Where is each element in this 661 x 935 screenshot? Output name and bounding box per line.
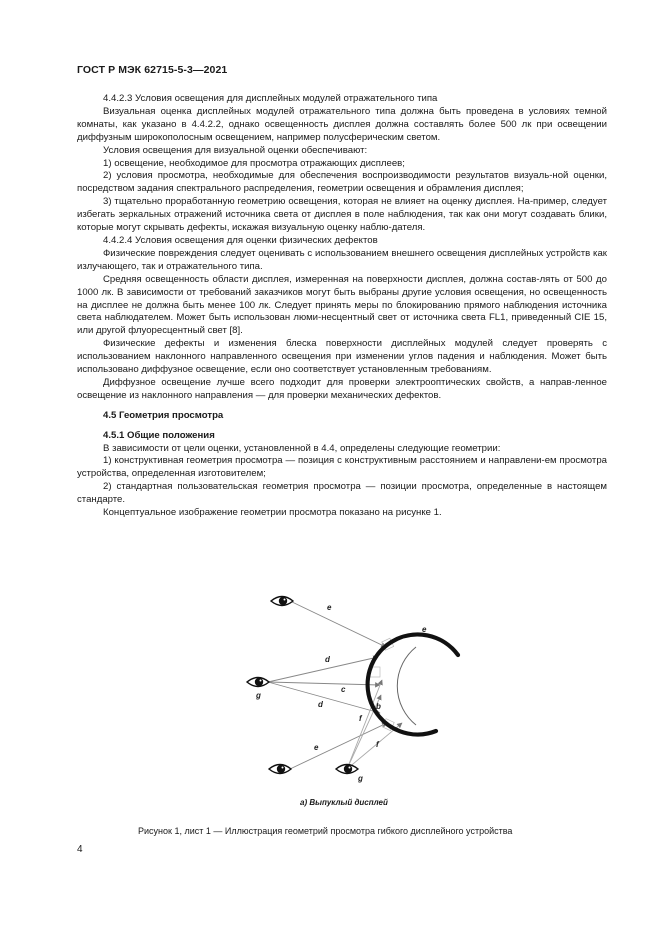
- sightline-d-bottom: [268, 682, 380, 713]
- label-e-right: e: [422, 625, 427, 634]
- label-d-bottom: d: [318, 700, 323, 709]
- viewing-geometry-figure: [230, 585, 480, 785]
- page-number: 4: [77, 844, 83, 855]
- paragraph: Средняя освещенность области дисплея, измеренная на поверхности дисплея, должна состав-лять от 500 до 1000 лк. В зависимости от требований заказчиков могут быть выбраны другие условия освещения, но освещенность на дисплее не должна быть менее 100 лк. Следует принять меры по блокированию прямого наблюдения источника света наблюдателем. Может быть использован люми-несцентный свет от источника света FL1, приведенный CIE 15, или другой флуоресцентный свет [8].: [77, 273, 607, 337]
- label-e-bottom: e: [314, 743, 319, 752]
- sightline-e-bottom: [290, 723, 387, 769]
- paragraph: 4.4.2.4 Условия освещения для оценки физических дефектов: [103, 234, 378, 246]
- convex-display-edge: [397, 647, 416, 725]
- paragraph: 4.4.2.3 Условия освещения для дисплейных модулей отражательного типа: [103, 93, 438, 104]
- paragraph: В зависимости от цели оценки, установленной в 4.4, определены следующие геометрии:: [103, 442, 501, 454]
- eye-icon: [269, 765, 291, 774]
- figure-caption: Рисунок 1, лист 1 — Иллюстрация геометрий просмотра гибкого дисплейного устройства: [138, 826, 513, 836]
- paragraph: Визуальная оценка дисплейных модулей отражательного типа должна быть проведена в условиях темной комнаты, как указано в 4.4.2.2, однако освещенность дисплея должна составлять более 500 лк при освещении диффузным широкополосным освещением, например полусферическим светом.: [77, 105, 607, 143]
- subsection-heading: 4.5.1 Общие положения: [103, 429, 215, 441]
- paragraph: 3) тщательно проработанную геометрию освещения, которая не влияет на оценку дисплея. На-пример, следует избегать зеркальных отражений источника света от дисплея в поле наблюдения, так как они могут создавать блики, которые могут скрывать дефекты, искажая визуальную оценку наблю-дателя.: [77, 196, 607, 234]
- section-heading: 4.5 Геометрия просмотра: [103, 409, 224, 421]
- sightline-f-left: [347, 680, 382, 769]
- sightline-d-top: [268, 657, 378, 682]
- paragraph: Условия освещения для визуальной оценки обеспечивают:: [103, 144, 368, 156]
- eye-icon: [271, 597, 293, 606]
- eye-icon: [247, 678, 269, 687]
- body-text: [77, 93, 607, 520]
- label-g-left: g: [256, 691, 261, 700]
- paragraph: Физические дефекты и изменения блеска поверхности дисплейных модулей следует проверять с использованием наклонного направленного освещения при изменении углов падения и наблюдения. Может быть использовано диффузное освещение, если оно соответствует установленным требованиям.: [77, 338, 607, 376]
- paragraph: 2) стандартная пользовательская геометрия просмотра — позиции просмотра, определенные в настоящем стандарте.: [77, 481, 607, 506]
- paragraph: Диффузное освещение лучше всего подходит для проверки электрооптических свойств, а направ-ленное освещение из наклонного направления — для проверки механических дефектов.: [77, 376, 607, 401]
- label-g-bottom: g: [358, 774, 363, 783]
- paragraph: Концептуальное изображение геометрии просмотра показано на рисунке 1.: [103, 507, 442, 519]
- paragraph: 1) освещение, необходимое для просмотра отражающих дисплеев;: [103, 157, 405, 169]
- figure-subcaption: а) Выпуклый дисплей: [300, 798, 388, 807]
- paragraph: 1) конструктивная геометрия просмотра — позиция с конструктивным расстоянием и направлени-ем просмотра устройства, определенная изготовителем;: [77, 455, 607, 480]
- label-b: b: [376, 702, 381, 711]
- sightline-c: [268, 682, 380, 685]
- label-d-top: d: [325, 655, 330, 664]
- label-f-left: f: [359, 714, 362, 723]
- document-header: ГОСТ Р МЭК 62715-5-3—2021: [77, 64, 228, 76]
- paragraph: Физические повреждения следует оценивать с использованием внешнего освещения дисплейных устройств как излучающего, так и отражательного типа.: [77, 247, 607, 272]
- sightline-e-top: [290, 601, 386, 647]
- label-c: c: [341, 685, 346, 694]
- label-e-top: e: [327, 603, 332, 612]
- paragraph: 2) условия просмотра, необходимые для обеспечения воспроизводимости результатов визуаль-ной оценки, посредством задания спектрального распределения, геометрии освещения и обрамления дисплея;: [77, 170, 607, 195]
- label-f-bottom: f: [376, 740, 379, 749]
- eye-icon: [336, 765, 358, 774]
